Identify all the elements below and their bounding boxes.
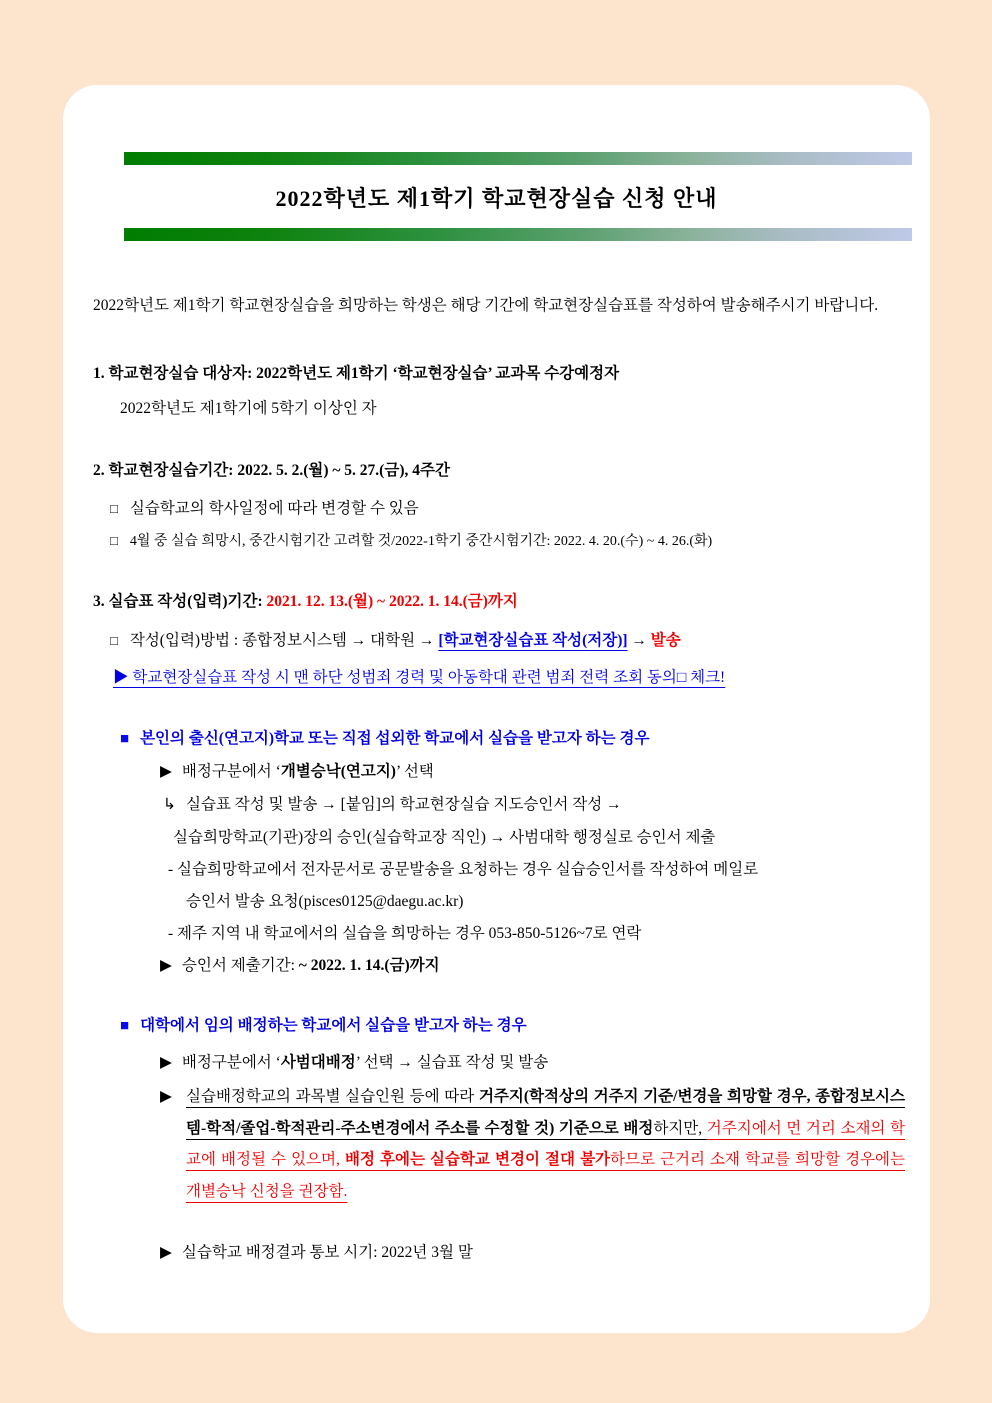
case2-line1-suffix: ’ 선택 → 실습표 작성 및 발송 bbox=[355, 1054, 549, 1071]
blue-square-icon: ■ bbox=[120, 1018, 130, 1034]
intro-paragraph: 2022학년도 제1학기 학교현장실습을 희망하는 학생은 해당 기간에 학교현장실습표를 작성하여 발송해주시기 바랍니다. bbox=[93, 296, 879, 314]
case1-line7 bbox=[160, 949, 440, 982]
triangle-bullet-icon: ▶ bbox=[160, 1054, 172, 1071]
method-prefix: 작성(입력)방법 : 종합정보시스템 → 대학원 → bbox=[129, 632, 439, 649]
title-accent-bar-top bbox=[124, 152, 912, 165]
section2-item2 bbox=[110, 524, 712, 558]
section2-heading: 2. 학교현장실습기간: 2022. 5. 2.(월) ~ 5. 27.(금), 4주간 bbox=[93, 462, 450, 479]
triangle-bullet-icon: ▶ bbox=[160, 957, 172, 974]
section3-notice-line bbox=[113, 661, 725, 694]
case1-line1 bbox=[160, 755, 434, 788]
return-arrow-icon: ↳ bbox=[163, 796, 176, 813]
checkbox-bullet-icon: □ bbox=[110, 633, 118, 648]
triangle-bullet-icon: ▶ bbox=[113, 669, 129, 686]
document-title: 2022학년도 제1학기 학교현장실습 신청 안내 bbox=[275, 186, 718, 211]
case1-heading bbox=[120, 722, 649, 756]
checkbox-bullet-icon: □ bbox=[110, 533, 118, 548]
case1-heading-text: 본인의 출신(연고지)학교 또는 직접 섭외한 학교에서 실습을 받고자 하는 경우 bbox=[140, 730, 650, 747]
para-seg4-red: 거주지에서 먼 거리 소재의 학교에 배정될 수 있으며, bbox=[186, 1119, 905, 1168]
section2-item2-text: 4월 중 실습 희망시, 중간시험기간 고려할 것/2022-1학기 중간시험기간: 2022. 4. 20.(수) ~ 4. 26.(화) bbox=[129, 534, 713, 549]
triangle-bullet-icon: ▶ bbox=[160, 763, 172, 780]
case2-line1 bbox=[160, 1046, 548, 1079]
section3-notice-text: 학교현장실습표 작성 시 맨 하단 성범죄 경력 및 아동학대 관련 범죄 전력 조회 동의□ 체크! bbox=[128, 669, 726, 686]
case1-line5: 승인서 발송 요청(pisces0125@daegu.ac.kr) bbox=[186, 893, 464, 910]
method-send: 발송 bbox=[650, 632, 681, 649]
case1-line6: - 제주 지역 내 학교에서의 실습을 희망하는 경우 053-850-5126~7로 연락 bbox=[168, 925, 642, 942]
case2-line1-prefix: 배정구분에서 ‘ bbox=[181, 1054, 281, 1071]
case2-line1-bold: 사범대배정 bbox=[280, 1054, 356, 1071]
section3-heading bbox=[93, 585, 518, 618]
title-accent-bar-bottom bbox=[124, 228, 912, 241]
section3-heading-date: 2021. 12. 13.(월) ~ 2022. 1. 14.(금)까지 bbox=[266, 593, 518, 610]
checkbox-bullet-icon: □ bbox=[110, 501, 118, 516]
para-seg2-bold: 거주지(학적상의 거주지 기준/변경을 희망할 경우, 종합정보시스템-학적/졸업-학적관리-주소변경에서 주소를 수정할 것) 기준으로 배정 bbox=[186, 1088, 905, 1137]
section3-heading-label: 3. 실습표 작성(입력)기간: bbox=[93, 593, 267, 610]
case1-line2-text: 실습표 작성 및 발송 → [붙임]의 학교현장실습 지도승인서 작성 → bbox=[186, 796, 622, 813]
case2-assignment-paragraph bbox=[186, 1081, 905, 1207]
triangle-bullet-icon: ▶ bbox=[160, 1244, 172, 1261]
section3-method-line bbox=[110, 624, 681, 657]
case2-heading bbox=[120, 1009, 527, 1043]
section2-item1 bbox=[110, 492, 419, 525]
triangle-bullet-icon: ▶ bbox=[160, 1088, 172, 1105]
para-seg3: 하지만, bbox=[653, 1119, 707, 1137]
case1-line1-prefix: 배정구분에서 ‘ bbox=[181, 763, 281, 780]
case1-line1-suffix: ’ 선택 bbox=[395, 763, 434, 780]
blue-square-icon: ■ bbox=[120, 731, 130, 747]
case2-heading-text: 대학에서 임의 배정하는 학교에서 실습을 받고자 하는 경우 bbox=[140, 1017, 527, 1034]
section2-item1-text: 실습학교의 학사일정에 따라 변경할 수 있음 bbox=[129, 500, 419, 517]
para-seg6-red: 하므로 근거리 소재 학교를 희망할 경우에는 개별승낙 신청을 권장함. bbox=[186, 1151, 905, 1200]
section1-subline: 2022학년도 제1학기에 5학기 이상인 자 bbox=[120, 400, 377, 417]
case1-line7-date: ~ 2022. 1. 14.(금)까지 bbox=[298, 957, 440, 974]
method-arrow: → bbox=[627, 632, 651, 649]
document-card bbox=[63, 85, 930, 1333]
case2-line3 bbox=[160, 1236, 473, 1269]
case2-line3-text: 실습학교 배정결과 통보 시기: 2022년 3월 말 bbox=[181, 1244, 473, 1261]
case1-line3: 실습희망학교(기관)장의 승인(실습학교장 직인) → 사범대학 행정실로 승인서 제출 bbox=[173, 829, 716, 846]
para-seg1: 실습배정학교의 과목별 실습인원 등에 따라 bbox=[186, 1088, 479, 1105]
method-link: [학교현장실습표 작성(저장)] bbox=[438, 632, 628, 649]
case1-line7-prefix: 승인서 제출기간: bbox=[181, 957, 299, 974]
section1-heading: 1. 학교현장실습 대상자: 2022학년도 제1학기 ‘학교현장실습’ 교과목 수강예정자 bbox=[93, 365, 620, 382]
case1-line4: - 실습희망학교에서 전자문서로 공문발송을 요청하는 경우 실습승인서를 작성하여 메일로 bbox=[168, 861, 759, 878]
case1-line1-bold: 개별승낙(연고지) bbox=[280, 763, 396, 780]
case1-line2 bbox=[163, 788, 622, 821]
para-seg5-red-bold: 배정 후에는 실습학교 변경이 절대 불가 bbox=[345, 1151, 611, 1168]
